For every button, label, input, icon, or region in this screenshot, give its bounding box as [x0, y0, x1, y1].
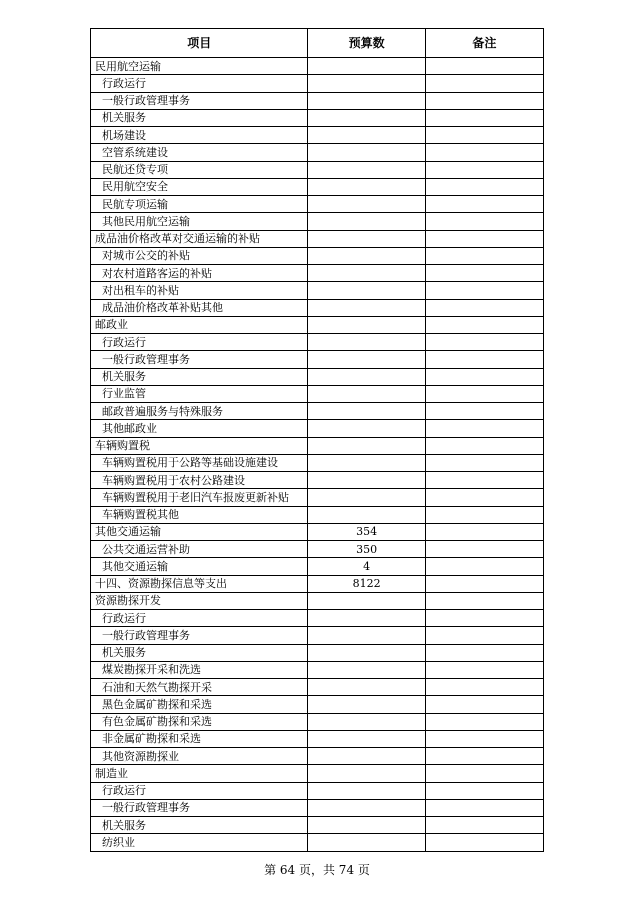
budget-cell [308, 437, 425, 454]
item-name-cell: 民用航空安全 [91, 178, 308, 195]
note-cell [425, 730, 543, 747]
note-cell [425, 627, 543, 644]
table-row [91, 403, 544, 420]
budget-cell [308, 799, 425, 816]
item-name-cell: 非金属矿勘探和采选 [91, 730, 308, 747]
budget-cell [308, 661, 425, 678]
budget-cell [308, 610, 425, 627]
item-name-cell: 煤炭勘探开采和洗选 [91, 661, 308, 678]
note-cell [425, 575, 543, 592]
budget-cell [308, 834, 425, 851]
note-cell [425, 351, 543, 368]
header-row [91, 29, 544, 58]
note-cell [425, 58, 543, 75]
item-name-cell: 一般行政管理事务 [91, 351, 308, 368]
item-name-cell: 车辆购置税用于公路等基础设施建设 [91, 454, 308, 471]
note-cell [425, 834, 543, 851]
header-budget: 预算数 [308, 29, 425, 58]
note-cell [425, 316, 543, 333]
budget-cell [308, 592, 425, 609]
item-name-cell: 其他交通运输 [91, 523, 308, 540]
page-footer: 第 64 页，共 74 页 [264, 863, 370, 877]
note-cell [425, 592, 543, 609]
note-cell [425, 661, 543, 678]
budget-cell [308, 506, 425, 523]
note-cell [425, 454, 543, 471]
item-name-cell: 黑色金属矿勘探和采选 [91, 696, 308, 713]
note-cell [425, 506, 543, 523]
table-row [91, 644, 544, 661]
note-cell [425, 558, 543, 575]
item-name-cell: 车辆购置税用于老旧汽车报废更新补贴 [91, 489, 308, 506]
budget-cell [308, 316, 425, 333]
item-name-cell: 成品油价格改革对交通运输的补贴 [91, 230, 308, 247]
note-cell [425, 161, 543, 178]
table-row [91, 610, 544, 627]
table-row [91, 523, 544, 540]
budget-cell [308, 489, 425, 506]
table-row [91, 58, 544, 75]
note-cell [425, 230, 543, 247]
item-name-cell: 资源勘探开发 [91, 592, 308, 609]
budget-cell [308, 282, 425, 299]
budget-cell [308, 368, 425, 385]
note-cell [425, 92, 543, 109]
table-row [91, 454, 544, 471]
table-row [91, 213, 544, 230]
item-name-cell: 石油和天然气勘探开采 [91, 679, 308, 696]
budget-cell [308, 144, 425, 161]
budget-cell [308, 196, 425, 213]
note-cell [425, 523, 543, 540]
item-name-cell: 其他民用航空运输 [91, 213, 308, 230]
budget-cell [308, 454, 425, 471]
budget-cell [308, 178, 425, 195]
budget-cell [308, 127, 425, 144]
item-name-cell: 车辆购置税用于农村公路建设 [91, 472, 308, 489]
table-row [91, 713, 544, 730]
note-cell [425, 247, 543, 264]
note-cell [425, 713, 543, 730]
note-cell [425, 75, 543, 92]
table-row [91, 506, 544, 523]
item-name-cell: 一般行政管理事务 [91, 92, 308, 109]
table-row [91, 351, 544, 368]
budget-cell [308, 748, 425, 765]
table-row [91, 247, 544, 264]
note-cell [425, 196, 543, 213]
item-name-cell: 对农村道路客运的补贴 [91, 265, 308, 282]
item-name-cell: 行业监管 [91, 385, 308, 402]
item-name-cell: 十四、资源勘探信息等支出 [91, 575, 308, 592]
budget-table [90, 28, 544, 852]
budget-cell [308, 92, 425, 109]
note-cell [425, 782, 543, 799]
note-cell [425, 679, 543, 696]
table-row [91, 144, 544, 161]
item-name-cell: 邮政普遍服务与特殊服务 [91, 403, 308, 420]
table-row [91, 558, 544, 575]
note-cell [425, 765, 543, 782]
item-name-cell: 公共交通运营补助 [91, 541, 308, 558]
item-name-cell: 民用航空运输 [91, 58, 308, 75]
budget-cell [308, 627, 425, 644]
note-cell [425, 368, 543, 385]
table-row [91, 368, 544, 385]
budget-cell [308, 58, 425, 75]
budget-cell [308, 782, 425, 799]
item-name-cell: 对城市公交的补贴 [91, 247, 308, 264]
table-row [91, 316, 544, 333]
table-row [91, 592, 544, 609]
table-row [91, 161, 544, 178]
note-cell [425, 437, 543, 454]
table-row [91, 489, 544, 506]
item-name-cell: 机关服务 [91, 109, 308, 126]
item-name-cell: 制造业 [91, 765, 308, 782]
budget-cell [308, 403, 425, 420]
budget-cell [308, 213, 425, 230]
table-row [91, 230, 544, 247]
budget-cell [308, 730, 425, 747]
note-cell [425, 334, 543, 351]
table-row [91, 627, 544, 644]
note-cell [425, 644, 543, 661]
budget-cell [308, 109, 425, 126]
item-name-cell: 机场建设 [91, 127, 308, 144]
note-cell [425, 109, 543, 126]
note-cell [425, 748, 543, 765]
item-name-cell: 一般行政管理事务 [91, 799, 308, 816]
budget-cell [308, 265, 425, 282]
budget-cell: 350 [308, 541, 425, 558]
note-cell [425, 799, 543, 816]
item-name-cell: 机关服务 [91, 368, 308, 385]
item-name-cell: 行政运行 [91, 610, 308, 627]
item-name-cell: 行政运行 [91, 334, 308, 351]
item-name-cell: 民航专项运输 [91, 196, 308, 213]
budget-cell [308, 299, 425, 316]
note-cell [425, 282, 543, 299]
budget-cell [308, 420, 425, 437]
budget-cell [308, 75, 425, 92]
budget-cell: 8122 [308, 575, 425, 592]
note-cell [425, 299, 543, 316]
note-cell [425, 178, 543, 195]
note-cell [425, 541, 543, 558]
item-name-cell: 车辆购置税其他 [91, 506, 308, 523]
note-cell [425, 265, 543, 282]
item-name-cell: 一般行政管理事务 [91, 627, 308, 644]
item-name-cell: 对出租车的补贴 [91, 282, 308, 299]
budget-cell [308, 713, 425, 730]
table-row [91, 265, 544, 282]
table-row [91, 282, 544, 299]
note-cell [425, 127, 543, 144]
note-cell [425, 385, 543, 402]
table-row [91, 730, 544, 747]
note-cell [425, 489, 543, 506]
table-row [91, 541, 544, 558]
budget-cell [308, 472, 425, 489]
note-cell [425, 817, 543, 834]
budget-cell [308, 385, 425, 402]
item-name-cell: 有色金属矿勘探和采选 [91, 713, 308, 730]
table-row [91, 765, 544, 782]
budget-cell: 4 [308, 558, 425, 575]
table-row [91, 696, 544, 713]
note-cell [425, 696, 543, 713]
item-name-cell: 纺织业 [91, 834, 308, 851]
budget-cell [308, 247, 425, 264]
table-row [91, 679, 544, 696]
table-row [91, 178, 544, 195]
table-row [91, 385, 544, 402]
table-row [91, 92, 544, 109]
table-row [91, 834, 544, 851]
note-cell [425, 144, 543, 161]
item-name-cell: 民航还贷专项 [91, 161, 308, 178]
item-name-cell: 其他交通运输 [91, 558, 308, 575]
item-name-cell: 车辆购置税 [91, 437, 308, 454]
note-cell [425, 420, 543, 437]
note-cell [425, 403, 543, 420]
budget-cell: 354 [308, 523, 425, 540]
budget-cell [308, 161, 425, 178]
table-row [91, 420, 544, 437]
budget-cell [308, 334, 425, 351]
table-row [91, 109, 544, 126]
budget-cell [308, 351, 425, 368]
item-name-cell: 行政运行 [91, 782, 308, 799]
note-cell [425, 213, 543, 230]
budget-cell [308, 817, 425, 834]
item-name-cell: 其他资源勘探业 [91, 748, 308, 765]
item-name-cell: 空管系统建设 [91, 144, 308, 161]
table-row [91, 575, 544, 592]
table-row [91, 127, 544, 144]
table-row [91, 334, 544, 351]
item-name-cell: 其他邮政业 [91, 420, 308, 437]
item-name-cell: 机关服务 [91, 817, 308, 834]
table-row [91, 748, 544, 765]
note-cell [425, 610, 543, 627]
table-row [91, 472, 544, 489]
budget-cell [308, 765, 425, 782]
note-cell [425, 472, 543, 489]
table-row [91, 75, 544, 92]
table-row [91, 299, 544, 316]
item-name-cell: 邮政业 [91, 316, 308, 333]
table-row [91, 661, 544, 678]
budget-cell [308, 696, 425, 713]
header-item: 项目 [91, 29, 308, 58]
budget-cell [308, 230, 425, 247]
item-name-cell: 成品油价格改革补贴其他 [91, 299, 308, 316]
table-row [91, 196, 544, 213]
item-name-cell: 机关服务 [91, 644, 308, 661]
item-name-cell: 行政运行 [91, 75, 308, 92]
budget-cell [308, 644, 425, 661]
table-row [91, 782, 544, 799]
table-row [91, 817, 544, 834]
header-note: 备注 [425, 29, 543, 58]
budget-cell [308, 679, 425, 696]
table-row [91, 799, 544, 816]
table-row [91, 437, 544, 454]
